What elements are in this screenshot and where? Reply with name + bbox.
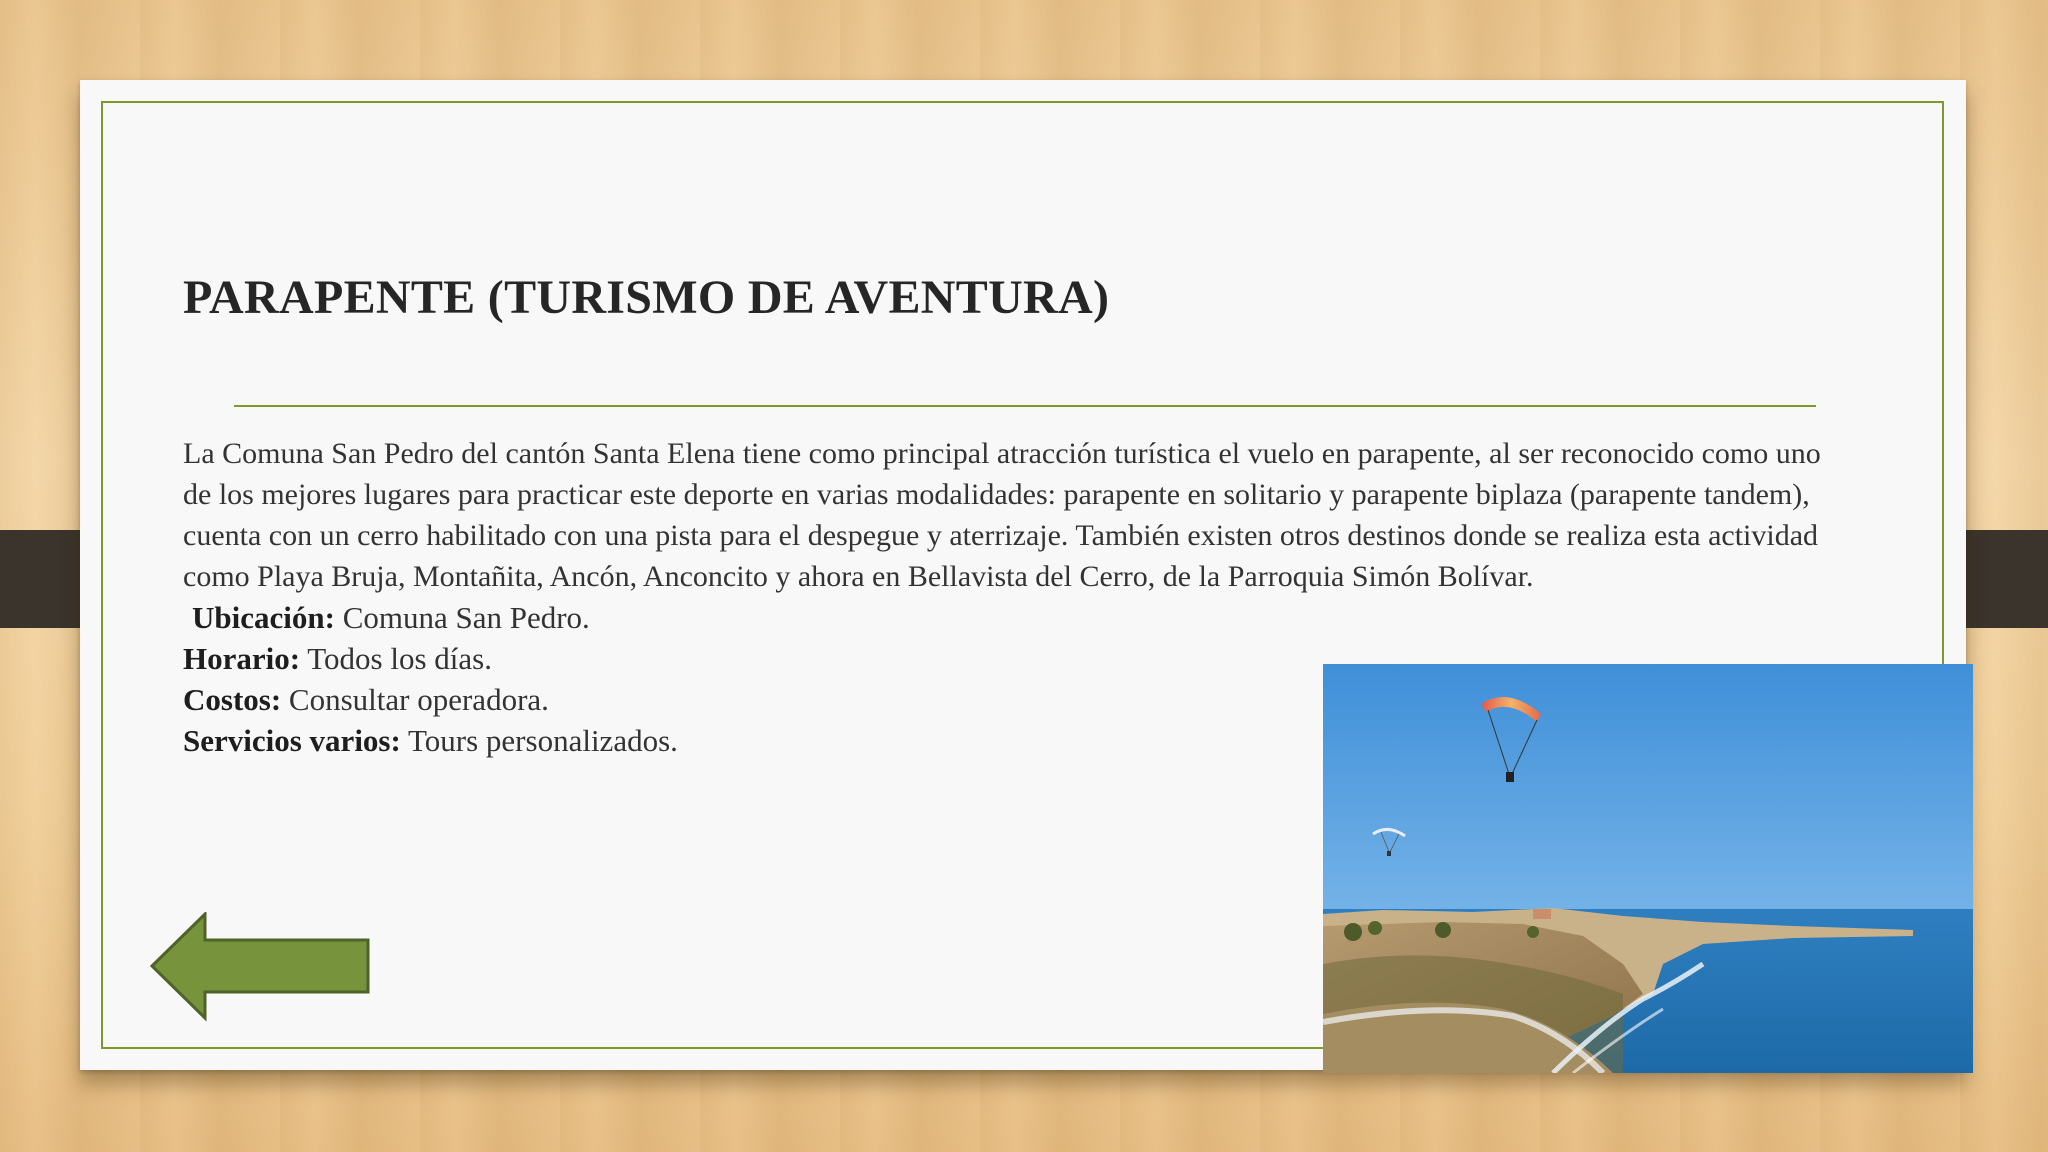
body-paragraph: La Comuna San Pedro del cantón Santa Elena tiene como principal atracción turística el vuelo en parapente, al ser reconocido como uno de los mejores lugares para practicar este deporte en varias modalidades: parapente en solitario y parapente biplaza (parapente tandem), cuenta con un cerro habilitado con una pista para el despegue y aterrizaje. También existen otros destinos donde se realiza esta actividad como Playa Bruja, Montañita, Ancón, Anconcito y ahora en Bellavista del Cerro, de la Parroquia Simón Bolívar.: [183, 437, 1821, 593]
slide-title: PARAPENTE (TURISMO DE AVENTURA): [183, 271, 1110, 324]
detail-value: Consultar operadora.: [281, 682, 549, 717]
left-arrow-icon: [150, 912, 374, 1022]
detail-label: Servicios varios:: [183, 723, 401, 758]
detail-label: Ubicación:: [192, 600, 335, 635]
detail-value: Tours personalizados.: [400, 723, 678, 758]
detail-location: [183, 597, 1823, 638]
detail-label: Costos:: [183, 682, 282, 717]
paragliding-photo: [1323, 664, 1973, 1073]
title-divider: [234, 405, 1816, 407]
back-button[interactable]: [150, 912, 374, 1027]
detail-value: Comuna San Pedro.: [334, 600, 590, 635]
detail-label: Horario:: [183, 641, 301, 676]
detail-value: Todos los días.: [300, 641, 492, 676]
